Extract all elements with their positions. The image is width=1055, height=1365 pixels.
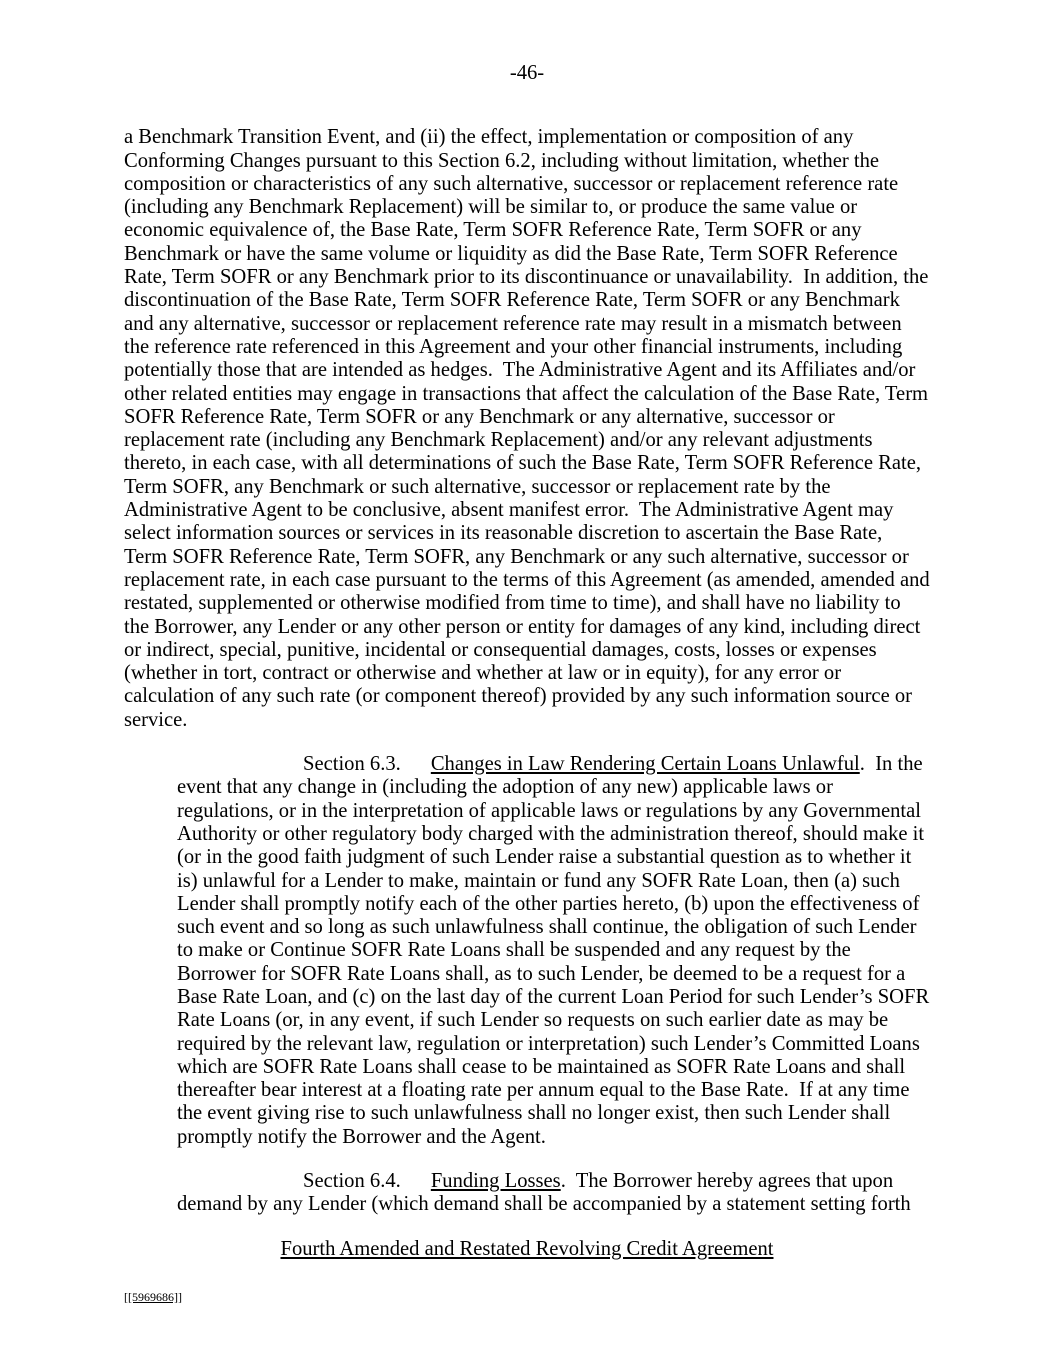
footer-agreement-title	[124, 1238, 930, 1261]
continuation-paragraph: a Benchmark Transition Event, and (ii) the effect, implementation or composition of any Conforming Changes pursuant to this Section 6.2, including without limitation, whether the composition or characteristics of any such alternative, successor or replacement reference rate (including any Benchmark Replacement) will be similar to, or produce the same value or economic equivalence of, the Base Rate, Term SOFR Reference Rate, Term SOFR or any Benchmark or have the same volume or liquidity as did the Base Rate, Term SOFR Reference Rate, Term SOFR or any Benchmark prior to its discontinuance or unavailability. In addition, the discontinuation of the Base Rate, Term SOFR Reference Rate, Term SOFR or any Benchmark and any alternative, successor or replacement reference rate may result in a mismatch between the reference rate referenced in this Agreement and your other financial instruments, including potentially those that are intended as hedges. The Administrative Agent and its Affiliates and/or other related entities may engage in transactions that affect the calculation of the Base Rate, Term SOFR Reference Rate, Term SOFR or any Benchmark or any alternative, successor or replacement rate (including any Benchmark Replacement) and/or any relevant adjustments thereto, in each case, with all determinations of such the Base Rate, Term SOFR Reference Rate, Term SOFR, any Benchmark or such alternative, successor or replacement rate by the Administrative Agent to be conclusive, absent manifest error. The Administrative Agent may select information sources or services in its reasonable discretion to ascertain the Base Rate, Term SOFR Reference Rate, Term SOFR, any Benchmark or any such alternative, successor or replacement rate, in each case pursuant to the terms of this Agreement (as amended, amended and restated, supplemented or otherwise modified from time to time), and shall have no liability to the Borrower, any Lender or any other person or entity for damages of any kind, including direct or indirect, special, punitive, incidental or consequential damages, costs, losses or expenses (whether in tort, contract or otherwise and whether at law or in equity), for any error or calculation of any such rate (or component thereof) provided by any such information source or service.	[124, 126, 935, 731]
section-6-4-title: Funding Losses	[430, 1170, 561, 1193]
section-6-4-paragraph	[177, 1170, 930, 1217]
document-id: [[5969686]]	[124, 1290, 182, 1304]
section-6-4-label: Section 6.4.	[303, 1170, 401, 1193]
section-6-3-body: . In the event that any change in (including the adoption of any new) applicable laws or regulations, or in the interpretation of applicable laws or regulations by any Governmental Authority or other regulatory body charged with the administration thereof, should make it (or in the good faith judgment of such Lender raise a substantial question as to whether it is) unlawful for a Lender to make, maintain or fund any SOFR Rate Loan, then (a) such Lender shall promptly notify each of the other parties hereto, (b) upon the effectiveness of such event and so long as such unlawfulness shall continue, the obligation of such Lender to make or Continue SOFR Rate Loans shall be suspended and any request by the Borrower for SOFR Rate Loans shall, as to such Lender, be deemed to be a request for a Base Rate Loan, and (c) on the last day of the current Loan Period for such Lender’s SOFR Rate Loans (or, in any event, if such Lender so requests on such earlier date as may be required by the relevant law, regulation or interpretation) such Lender’s Committed Loans which are SOFR Rate Loans shall cease to be maintained as SOFR Rate Loans and shall thereafter bear interest at a floating rate per annum equal to the Base Rate. If at any time the event giving rise to such unlawfulness shall no longer exist, then such Lender shall promptly notify the Borrower and the Agent.	[177, 753, 935, 1148]
page-number: -46-	[509, 62, 545, 84]
section-6-3-paragraph	[177, 753, 935, 1149]
section-6-3-label: Section 6.3.	[303, 753, 401, 776]
footer-agreement-title-text: Fourth Amended and Restated Revolving Credit Agreement	[280, 1237, 774, 1260]
section-6-4-body: . The Borrower hereby agrees that upon demand by any Lender (which demand shall be accompanied by a statement setting forth	[177, 1170, 911, 1216]
section-6-3-title: Changes in Law Rendering Certain Loans Unlawful	[430, 753, 860, 776]
